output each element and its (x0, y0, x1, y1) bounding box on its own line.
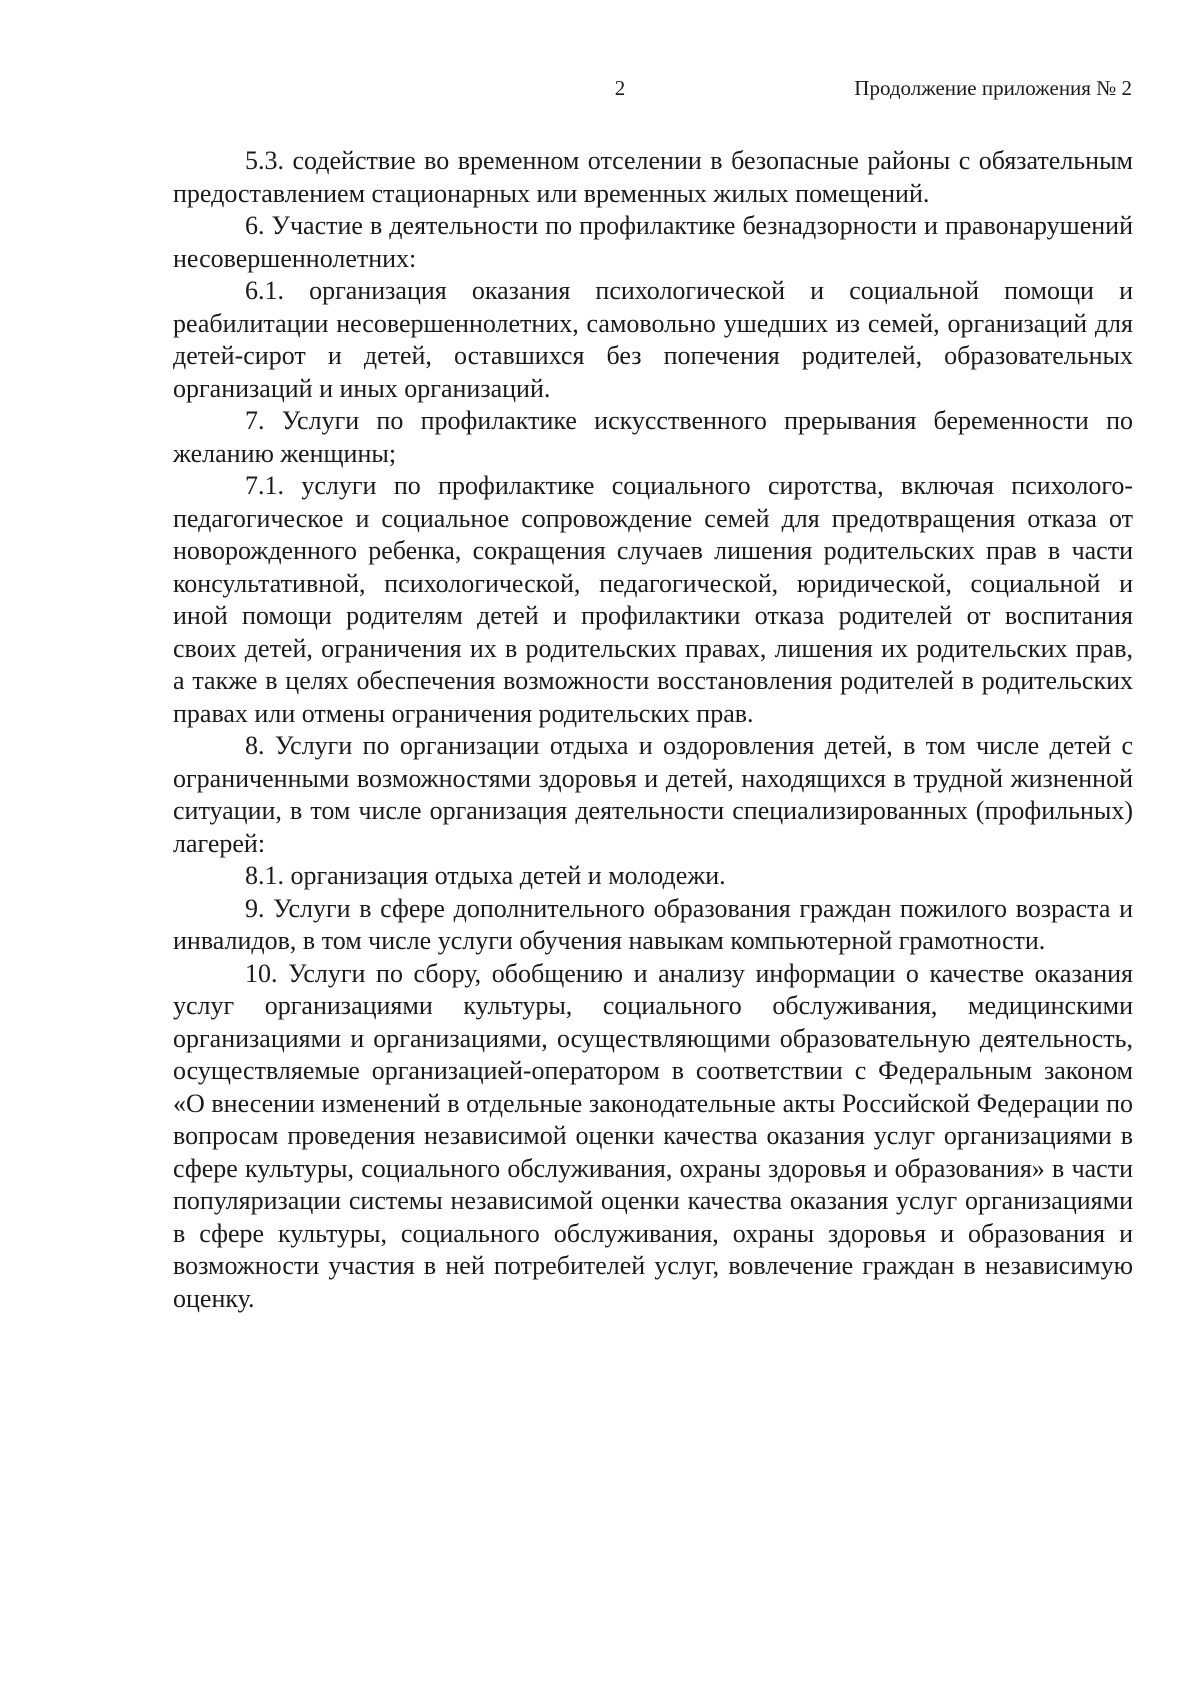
document-body (173, 145, 1133, 1315)
paragraph-6: 6. Участие в деятельности по профилактике безнадзорности и правонарушений несовершеннолетних: (173, 211, 1133, 273)
page-number: 2 (614, 76, 626, 100)
paragraph-8: 8. Услуги по организации отдыха и оздоровления детей, в том числе детей с ограниченными возможностями здоровья и детей, находящихся в трудной жизненной ситуации, в том числе организация деятельности специализированных (профильных) лагерей: (173, 731, 1133, 858)
paragraph-9: 9. Услуги в сфере дополнительного образования граждан пожилого возраста и инвалидов, в том числе услуги обучения навыкам компьютерной грамотности. (173, 893, 1133, 955)
paragraph-7-1: 7.1. услуги по профилактике социального сиротства, включая психолого-педагогическое и социальное сопровождение семей для предотвращения отказа от новорожденного ребенка, сокращения случаев лишения родительских прав в части консультативной, психологической, педагогической, юридической, социальной и иной помощи родителям детей и профилактики отказа родителей от воспитания своих детей, ограничения их в родительских правах, лишения их родительских прав, а также в целях обеспечения возможности восстановления родителей в родительских правах или отмены ограничения родительских прав. (173, 471, 1133, 728)
paragraph-10: 10. Услуги по сбору, обобщению и анализу информации о качестве оказания услуг организациями культуры, социального обслуживания, медицинскими организациями и организациями, осуществляющими образовательную деятельность, осуществляемые организацией-оператором в соответствии с Федеральным законом «О внесении изменений в отдельные законодательные акты Российской Федерации по вопросам проведения независимой оценки качества оказания услуг организациями в сфере культуры, социального обслуживания, охраны здоровья и образования» в части популяризации системы независимой оценки качества оказания услуг организациями в сфере культуры, социального обслуживания, охраны здоровья и образования и возможности участия в ней потребителей услуг, вовлечение граждан в независимую оценку. (173, 958, 1133, 1313)
paragraph-8-1: 8.1. организация отдыха детей и молодежи. (245, 861, 726, 890)
paragraph-7: 7. Услуги по профилактике искусственного прерывания беременности по желанию женщины; (173, 406, 1133, 468)
continuation-label: Продолжение приложения № 2 (854, 76, 1132, 100)
paragraph-6-1: 6.1. организация оказания психологической и социальной помощи и реабилитации несовершеннолетних, самовольно ушедших из семей, организаций для детей-сирот и детей, оставшихся без попечения родителей, образовательных организаций и иных организаций. (173, 276, 1133, 403)
paragraph-5-3: 5.3. содействие во временном отселении в безопасные районы с обязательным предоставлением стационарных или временных жилых помещений. (173, 146, 1133, 208)
